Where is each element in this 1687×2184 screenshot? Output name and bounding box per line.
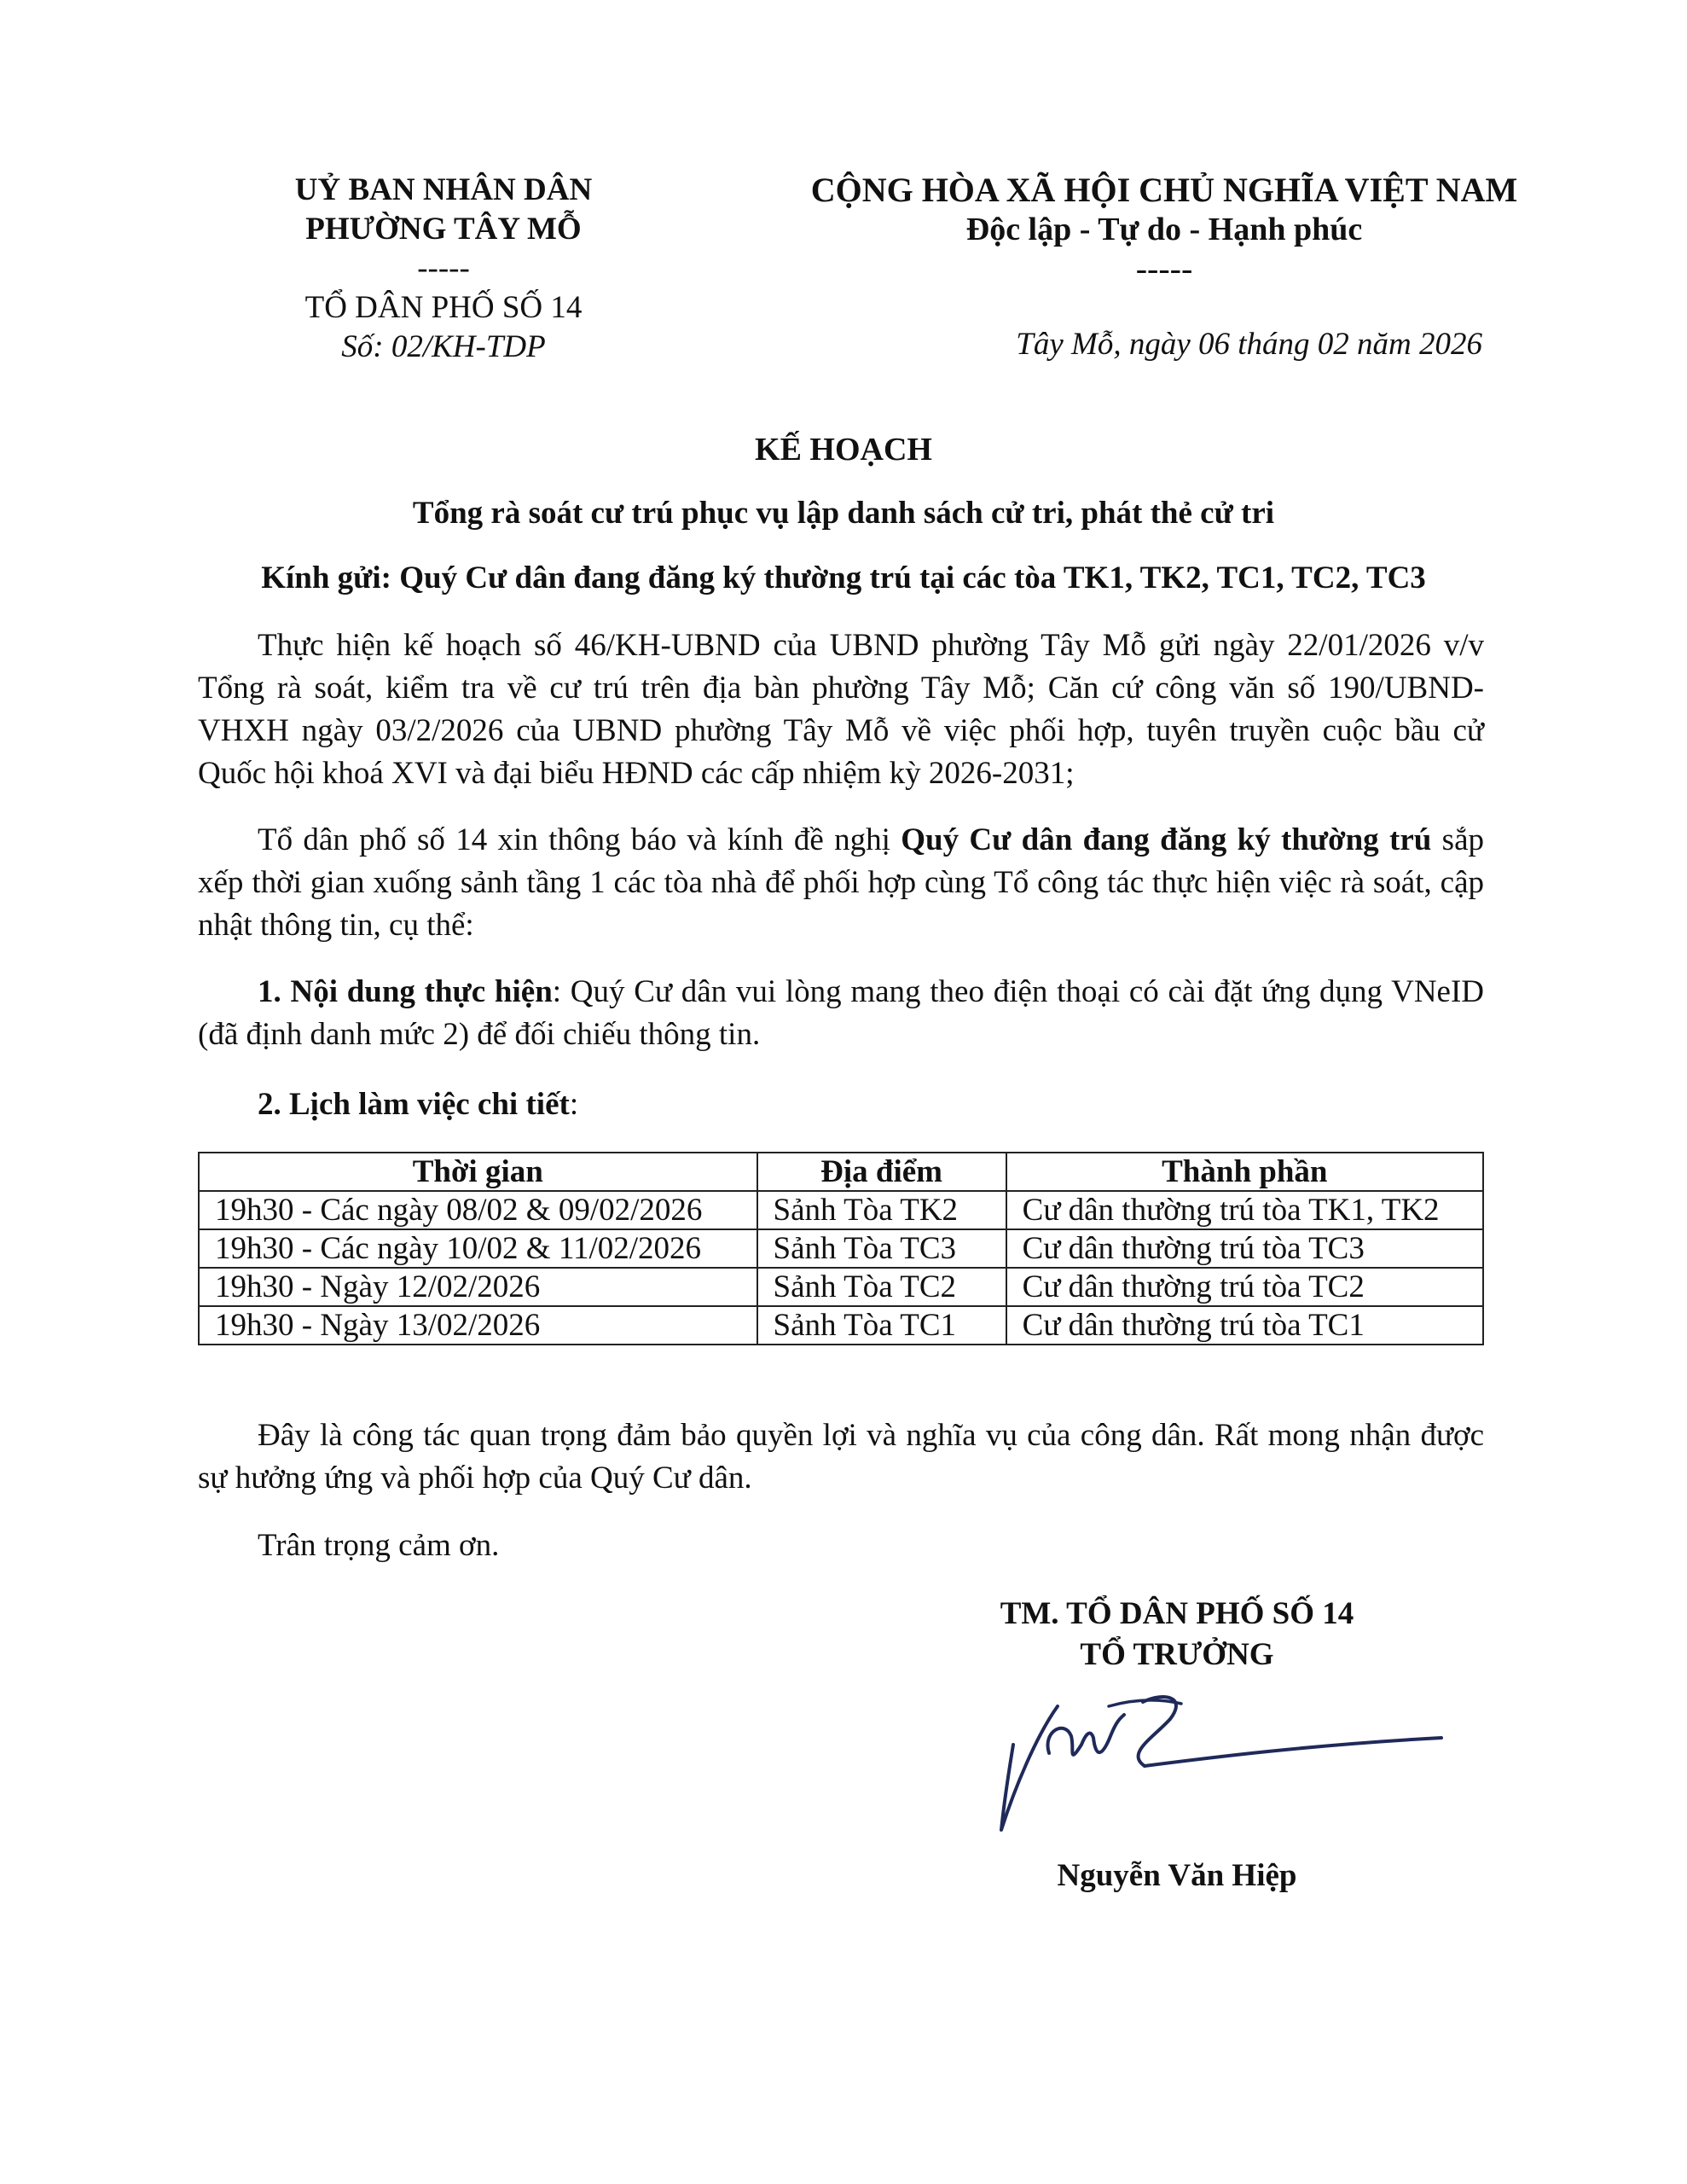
- doc-number: Số: 02/KH-TDP: [341, 329, 546, 364]
- signature-title-1: TM. TỔ DÂN PHỐ SỐ 14: [1000, 1596, 1354, 1631]
- place-date: Tây Mỗ, ngày 06 tháng 02 năm 2026: [1016, 327, 1482, 362]
- unit-name: TỔ DÂN PHỐ SỐ 14: [304, 290, 583, 325]
- motto: Độc lập - Tự do - Hạnh phúc: [965, 212, 1363, 247]
- table-row: [199, 1229, 1483, 1268]
- item-2: [198, 1083, 1484, 1126]
- header-right-divider: -----: [1135, 249, 1193, 288]
- table-cell-participants: Cư dân thường trú tòa TC3: [1006, 1229, 1483, 1268]
- table-row: [199, 1191, 1483, 1229]
- table-header-time: Thời gian: [199, 1153, 757, 1191]
- table-cell-participants: Cư dân thường trú tòa TC2: [1006, 1268, 1483, 1306]
- table-row: [199, 1306, 1483, 1345]
- table-cell-participants: Cư dân thường trú tòa TK1, TK2: [1006, 1191, 1483, 1229]
- header-left: [256, 171, 631, 367]
- item-2-colon: :: [569, 1087, 579, 1122]
- paragraph-3: [198, 1414, 1484, 1500]
- item-1-label: 1. Nội dung thực hiện: [258, 974, 553, 1009]
- document-subtitle: Tổng rà soát cư trú phục vụ lập danh sách cử tri, phát thẻ cử tri: [412, 496, 1275, 531]
- closing-line: [198, 1525, 1484, 1567]
- table-row: [199, 1268, 1483, 1306]
- paragraph-2: [198, 819, 1484, 947]
- org-line2: PHƯỜNG TÂY MỖ: [305, 212, 582, 247]
- table-cell-location: Sảnh Tòa TK2: [757, 1191, 1006, 1229]
- item-2-label: . Lịch làm việc chi tiết: [273, 1087, 570, 1122]
- paragraph-1: [198, 624, 1484, 795]
- header-right: [751, 171, 1578, 288]
- table-cell-location: Sảnh Tòa TC1: [757, 1306, 1006, 1345]
- paragraph-1-text: Thực hiện kế hoạch số 46/KH-UBND của UBND phường Tây Mỗ gửi ngày 22/01/2026 v/v Tổng rà soát, kiểm tra về cư trú trên địa bàn phường Tây Mỗ; Căn cứ công văn số 190/UBND-VHXH ngày 03/2/2026 của UBND phường Tây Mỗ về việc phối hợp, tuyên truyền cuộc bầu cử Quốc hội khoá XVI và đại biểu HĐND các cấp nhiệm kỳ 2026-2031;: [198, 628, 1484, 791]
- item-1: [198, 971, 1484, 1056]
- table-cell-time: 19h30 - Ngày 12/02/2026: [199, 1268, 757, 1306]
- table-cell-time: 19h30 - Ngày 13/02/2026: [199, 1306, 757, 1345]
- table-cell-location: Sảnh Tòa TC2: [757, 1268, 1006, 1306]
- header-left-divider: -----: [417, 251, 470, 286]
- signature-title-2: TỔ TRƯỞNG: [1080, 1637, 1274, 1672]
- org-line1: UỶ BAN NHÂN DÂN: [294, 172, 593, 207]
- schedule-table: [198, 1152, 1484, 1345]
- item-1-text: : Quý Cư dân vui lòng mang theo điện thoại có cài đặt ứng dụng VNeID (đã định danh mức 2) để đối chiếu thông tin.: [198, 974, 1485, 1052]
- closing-text: Trân trọng cảm ơn.: [258, 1528, 500, 1563]
- paragraph-2-bold: Quý Cư dân đang đăng ký thường trú: [901, 822, 1432, 857]
- table-header-location: Địa điểm: [757, 1153, 1006, 1191]
- paragraph-2-before: Tổ dân phố số 14 xin thông báo và kính đề nghị: [258, 822, 901, 857]
- table-cell-location: Sảnh Tòa TC3: [757, 1229, 1006, 1268]
- item-2-number: 2: [258, 1087, 274, 1122]
- table-cell-participants: Cư dân thường trú tòa TC1: [1006, 1306, 1483, 1345]
- document-title: KẾ HOẠCH: [755, 432, 932, 468]
- signature-block: [921, 1594, 1433, 1676]
- country-name: CỘNG HÒA XÃ HỘI CHỦ NGHĨA VIỆT NAM: [810, 171, 1518, 209]
- paragraph-2-after: sắp xếp thời gian xuống sảnh tầng 1 các tòa nhà để phối hợp cùng Tổ công tác thực hiện việc rà soát, cập nhật thông tin, cụ thể:: [198, 822, 1484, 943]
- table-cell-time: 19h30 - Các ngày 10/02 & 11/02/2026: [199, 1229, 757, 1268]
- signer-name: Nguyễn Văn Hiệp: [1057, 1858, 1297, 1893]
- paragraph-3-text: Đây là công tác quan trọng đảm bảo quyền lợi và nghĩa vụ của công dân. Rất mong nhận được sự hưởng ứng và phối hợp của Quý Cư dân.: [198, 1418, 1484, 1496]
- table-header-participants: Thành phần: [1006, 1153, 1483, 1191]
- table-cell-time: 19h30 - Các ngày 08/02 & 09/02/2026: [199, 1191, 757, 1229]
- table-header-row: [199, 1153, 1483, 1191]
- handwritten-signature: [989, 1685, 1450, 1847]
- recipient-line: Kính gửi: Quý Cư dân đang đăng ký thường trú tại các tòa TK1, TK2, TC1, TC2, TC3: [261, 561, 1426, 595]
